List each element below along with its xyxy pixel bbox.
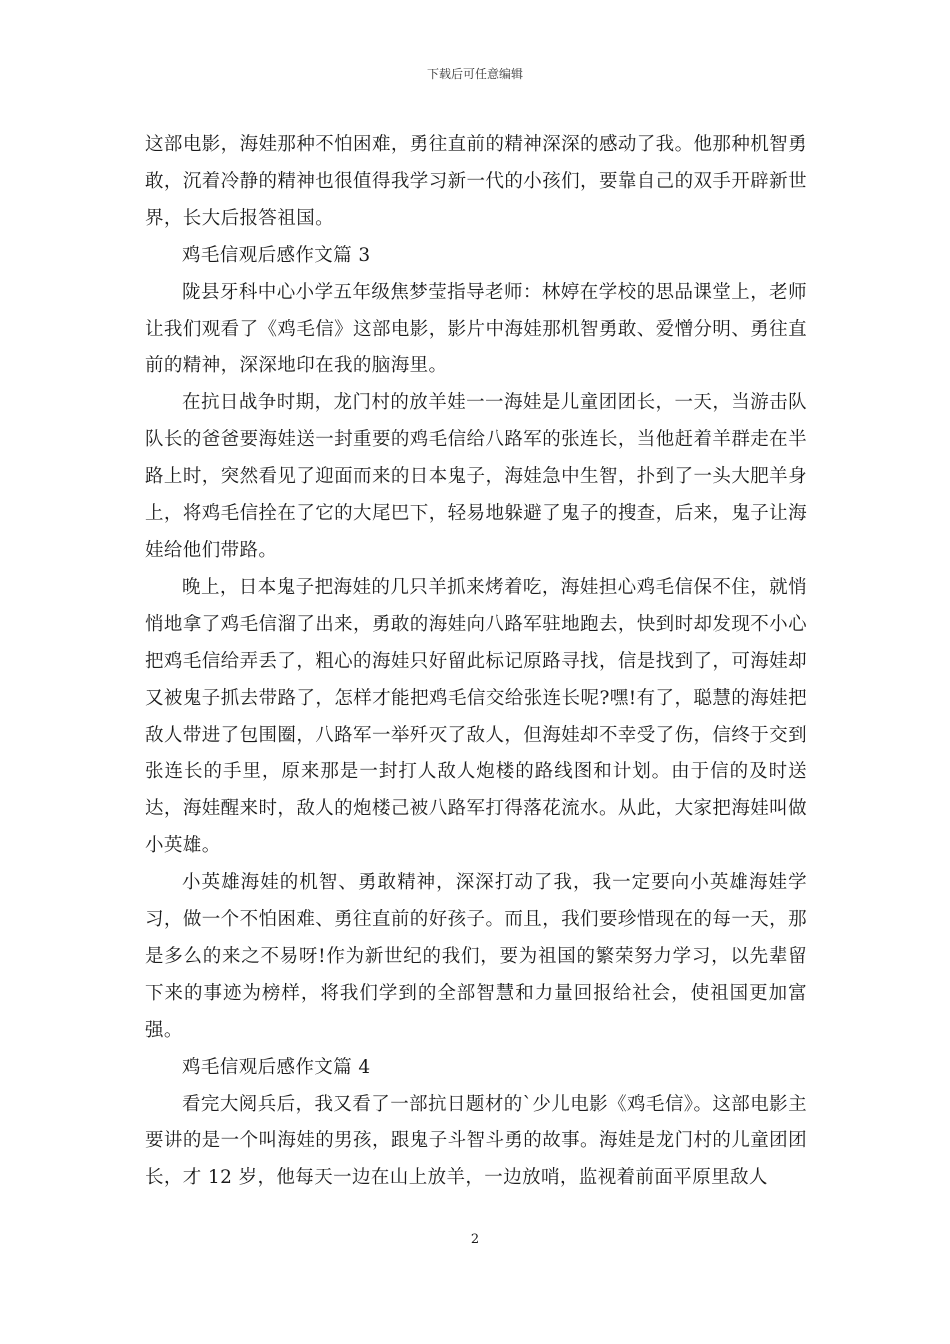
body-paragraph: 在抗日战争时期，龙门村的放羊娃一一海娃是儿童团团长，一天，当游击队队长的爸爸要海娃送一封重要的鸡毛信给八路军的张连长，当他赶着羊群走在半路上时，突然看见了迎面而来的日本鬼子，海娃急中生智，扑到了一头大肥羊身上，将鸡毛信拴在了它的大尾巴下，轻易地躲避了鬼子的搜查，后来，鬼子让海娃给他们带路。 [145,392,807,561]
body-paragraph: 陇县牙科中心小学五年级焦梦莹指导老师：林婷在学校的思品课堂上，老师让我们观看了《鸡毛信》这部电影，影片中海娃那机智勇敢、爱憎分明、勇往直前的精神，深深地印在我的脑海里。 [145,281,807,377]
section-heading: 鸡毛信观后感作文篇 3 [182,244,371,266]
page-header: 下载后可任意编辑 [426,67,523,81]
page-number: 2 [470,1232,480,1247]
body-paragraph: 晚上，日本鬼子把海娃的几只羊抓来烤着吃，海娃担心鸡毛信保不住，就悄悄地拿了鸡毛信溜了出来，勇敢的海娃向八路军驻地跑去，快到时却发现不小心把鸡毛信给弄丢了，粗心的海娃只好留此标记原路寻找，信是找到了，可海娃却又被鬼子抓去带路了，怎样才能把鸡毛信交给张连长呢?嘿!有了，聪慧的海娃把敌人带进了包围圈，八路军一举歼灭了敌人，但海娃却不幸受了伤，信终于交到张连长的手里，原来那是一封打人敌人炮楼的路线图和计划。由于信的及时送达，海娃醒来时，敌人的炮楼己被八路军打得落花流水。从此，大家把海娃叫做小英雄。 [145,576,807,857]
body-paragraph: 小英雄海娃的机智、勇敢精神，深深打动了我，我一定要向小英雄海娃学习，做一个不怕困难、勇往直前的好孩子。而且，我们要珍惜现在的每一天，那是多么的来之不易呀!作为新世纪的我们，要为祖国的繁荣努力学习，以先辈留下来的事迹为榜样，将我们学到的全部智慧和力量回报给社会，使祖国更加富强。 [145,872,807,1041]
section-heading: 鸡毛信观后感作文篇 4 [182,1056,371,1078]
body-paragraph: 看完大阅兵后，我又看了一部抗日题材的`少儿电影《鸡毛信》。这部电影主要讲的是一个叫海娃的男孩，跟鬼子斗智斗勇的故事。海娃是龙门村的儿童团团长，才 12 岁，他每天一边在山上放羊，一边放哨，监视着前面平原里敌人 [145,1093,807,1189]
document-body [145,127,807,1197]
body-paragraph: 这部电影，海娃那种不怕困难，勇往直前的精神深深的感动了我。他那种机智勇敢，沉着冷静的精神也很值得我学习新一代的小孩们，要靠自己的双手开辟新世界，长大后报答祖国。 [145,134,807,229]
